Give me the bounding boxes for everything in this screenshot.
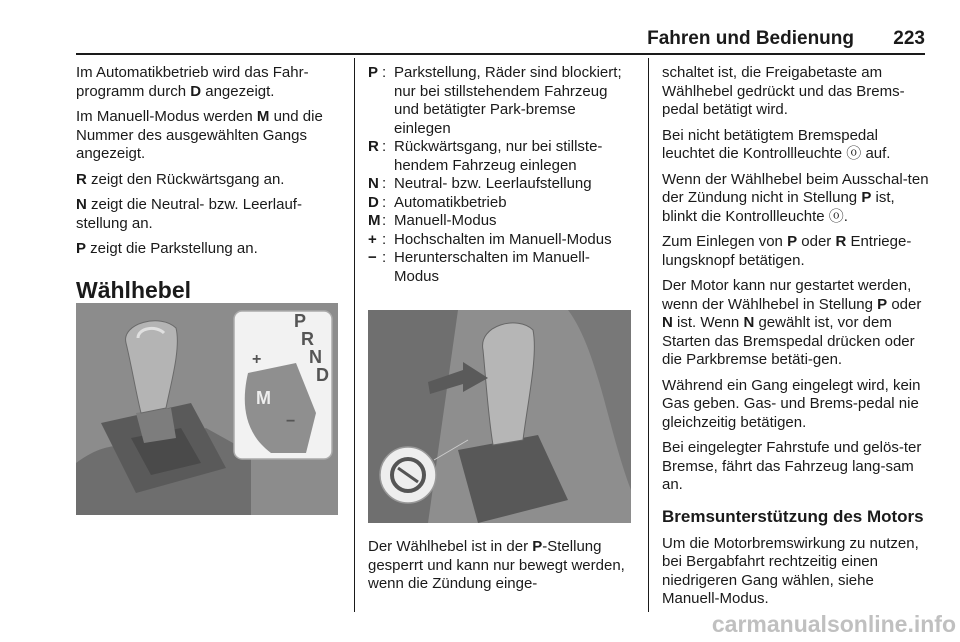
shift-label-R: R — [301, 329, 314, 349]
shift-label-P: P — [294, 311, 307, 331]
paragraph: Um die Motorbremswirkung zu nutzen, bei Bergabfahrt rechtzeitig einen niedrigeren Gang wählen, siehe Manuell-Modus. — [662, 534, 919, 607]
page-header-title: Fahren und Bedienung — [647, 28, 854, 49]
header-rule — [76, 53, 925, 55]
legend-item: N : Neutral- bzw. Leerlaufstellung — [368, 175, 592, 192]
paragraph: Der Motor kann nur gestartet werden, wenn der Wählhebel in Stellung P oder N ist. Wenn N gewählt ist, vor dem Starten das Bremspedal drücken oder die Parkbremse betäti-gen. — [662, 277, 922, 368]
column-3 — [662, 64, 930, 616]
paragraph: R zeigt den Rückwärtsgang an. — [76, 170, 285, 188]
legend-item: − : Herunterschalten im Manuell-Modus — [368, 249, 590, 285]
paragraph: Zum Einlegen von P oder R Entriege-lungsknopf betätigen. — [662, 233, 912, 269]
legend-item: M : Manuell-Modus — [368, 212, 497, 229]
shift-label-minus: − — [286, 413, 296, 430]
section-title: Wählhebel — [76, 276, 192, 303]
paragraph: Bei nicht betätigtem Bremspedal leuchtet die Kontrollleuchte ⓞ auf. — [662, 126, 891, 162]
legend-item: P : Parkstellung, Räder sind blockiert; nur bei stillstehendem Fahrzeug und betätigter Park-bremse einlegen — [368, 64, 622, 137]
watermark: carmanualsonline.info — [711, 611, 956, 637]
column-2 — [368, 64, 633, 286]
column-divider-1 — [354, 58, 355, 612]
legend-item: D : Automatikbetrieb — [368, 193, 507, 211]
legend-item: R : Rückwärtsgang, nur bei stillste-hendem Fahrzeug einlegen — [368, 138, 603, 174]
page-number: 223 — [893, 28, 925, 49]
paragraph: Im Manuell-Modus werden M und die Nummer des ausgewählten Gangs angezeigt. — [76, 108, 323, 162]
shift-label-plus: + — [252, 351, 262, 368]
shift-label-D: D — [316, 365, 329, 385]
paragraph: schaltet ist, die Freigabetaste am Wählhebel gedrückt und das Brems-pedal betätigt wird. — [662, 64, 905, 118]
gear-lever-figure — [76, 303, 338, 515]
paragraph: P zeigt die Parkstellung an. — [76, 240, 258, 257]
paragraph: Wenn der Wählhebel beim Ausschal-ten der Zündung nicht in Stellung P ist, blinkt die Kontrollleuchte ⓞ. — [662, 170, 929, 225]
column-1 — [76, 64, 346, 303]
shift-label-N: N — [309, 347, 322, 367]
paragraph: Während ein Gang eingelegt wird, kein Gas geben. Gas- und Brems-pedal nie gleichzeitig betätigen. — [662, 376, 921, 431]
figure-caption: Der Wählhebel ist in der P-Stellung gesperrt und kann nur bewegt werden, wenn die Zündung einge- — [368, 538, 625, 592]
subsection-title: Bremsunterstützung des Motors — [662, 506, 924, 526]
legend-item: + : Hochschalten im Manuell-Modus — [368, 230, 612, 248]
paragraph: Bei eingelegter Fahrstufe und gelös-ter Bremse, fährt das Fahrzeug lang-sam an. — [662, 439, 922, 493]
shift-legend — [368, 64, 633, 286]
shift-label-M: M — [256, 388, 271, 408]
lever-release-figure — [368, 310, 631, 523]
paragraph: N zeigt die Neutral- bzw. Leerlauf-stellung an. — [76, 196, 302, 232]
paragraph: Im Automatikbetrieb wird das Fahr-programm durch D angezeigt. — [76, 64, 309, 100]
column-divider-2 — [648, 58, 649, 612]
